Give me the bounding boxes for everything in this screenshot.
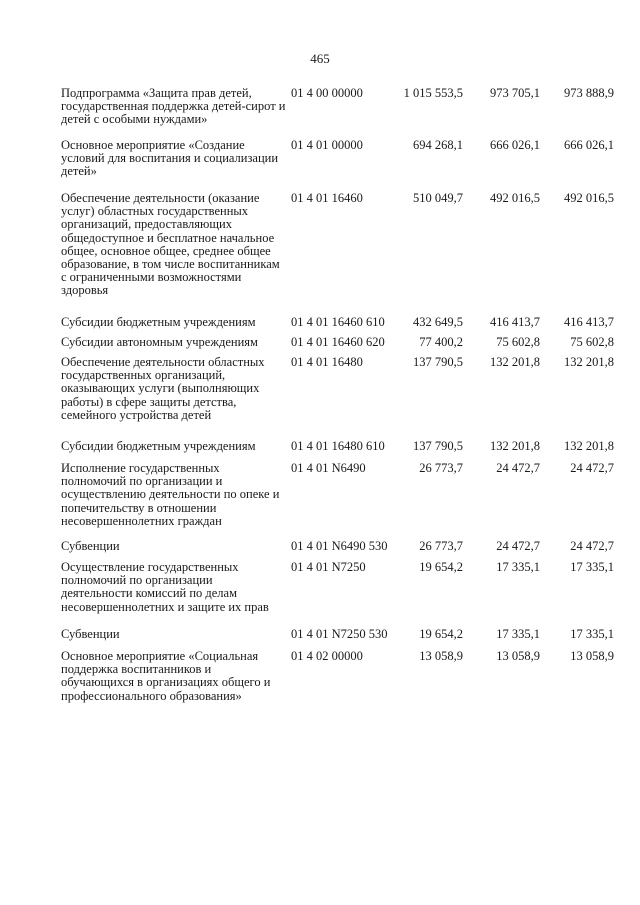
- value-year-2: 17 335,1: [496, 560, 540, 574]
- item-name: Основное мероприятие «Создание условий для воспитания и социализации детей»: [61, 138, 279, 179]
- table-row: [0, 440, 640, 462]
- item-code: 01 4 01 00000: [291, 138, 363, 152]
- item-code: 01 4 01 16480 610: [291, 439, 385, 453]
- table-row: [0, 628, 640, 650]
- value-year-3: 17 335,1: [570, 627, 614, 641]
- item-name: Субсидии бюджетным учреждениям: [61, 439, 256, 453]
- item-code: 01 4 00 00000: [291, 86, 363, 100]
- table-row: [0, 462, 640, 540]
- item-name: Обеспечение деятельности областных государственных организаций, оказывающих услуги (выполняющих работы) в сфере защиты детства, семейного устройства детей: [61, 355, 265, 422]
- item-name: Основное мероприятие «Социальная поддержка воспитанников и обучающихся в организациях общего и профессионального образования»: [61, 649, 271, 703]
- value-year-3: 492 016,5: [564, 191, 614, 205]
- item-code: 01 4 01 16460 620: [291, 335, 385, 349]
- item-name: Исполнение государственных полномочий по организации и осуществлению деятельности по опеке и попечительству в отношении несовершеннолетних граждан: [61, 461, 280, 528]
- budget-table: [0, 87, 640, 720]
- item-code: 01 4 02 00000: [291, 649, 363, 663]
- table-row: [0, 192, 640, 316]
- item-name: Субсидии бюджетным учреждениям: [61, 315, 256, 329]
- value-year-1: 510 049,7: [413, 191, 463, 205]
- page-number: 465: [310, 51, 330, 66]
- item-name: Подпрограмма «Защита прав детей, государственная поддержка детей-сирот и детей с особыми нуждами»: [61, 86, 286, 127]
- value-year-2: 17 335,1: [496, 627, 540, 641]
- item-code: 01 4 01 N7250 530: [291, 627, 388, 641]
- value-year-3: 416 413,7: [564, 315, 614, 329]
- value-year-3: 132 201,8: [564, 439, 614, 453]
- value-year-1: 13 058,9: [419, 649, 463, 663]
- item-name: Субвенции: [61, 627, 120, 641]
- item-name: Обеспечение деятельности (оказание услуг) областных государственных организаций, предоставляющих общедоступное и бесплатное начальное общее, основное общее, среднее общее образование, в том числе воспитанникам с ограниченными возможностями здоровья: [61, 191, 280, 298]
- value-year-2: 13 058,9: [496, 649, 540, 663]
- value-year-1: 26 773,7: [419, 539, 463, 553]
- value-year-1: 19 654,2: [419, 627, 463, 641]
- item-code: 01 4 01 N7250: [291, 560, 366, 574]
- table-row: [0, 356, 640, 440]
- table-row: [0, 561, 640, 628]
- item-code: 01 4 01 N6490 530: [291, 539, 388, 553]
- value-year-1: 1 015 553,5: [403, 86, 463, 100]
- table-row: [0, 540, 640, 561]
- value-year-2: 973 705,1: [490, 86, 540, 100]
- value-year-3: 24 472,7: [570, 461, 614, 475]
- table-row: [0, 87, 640, 139]
- value-year-3: 132 201,8: [564, 355, 614, 369]
- value-year-3: 13 058,9: [570, 649, 614, 663]
- item-name: Субсидии автономным учреждениям: [61, 335, 258, 349]
- value-year-2: 666 026,1: [490, 138, 540, 152]
- item-code: 01 4 01 16480: [291, 355, 363, 369]
- value-year-1: 694 268,1: [413, 138, 463, 152]
- item-code: 01 4 01 16460 610: [291, 315, 385, 329]
- value-year-1: 137 790,5: [413, 439, 463, 453]
- value-year-3: 17 335,1: [570, 560, 614, 574]
- item-name: Осуществление государственных полномочий по организации деятельности комиссий по делам несовершеннолетних и защите их прав: [61, 560, 269, 614]
- value-year-3: 75 602,8: [570, 335, 614, 349]
- value-year-1: 432 649,5: [413, 315, 463, 329]
- value-year-3: 24 472,7: [570, 539, 614, 553]
- table-row: [0, 316, 640, 336]
- item-code: 01 4 01 16460: [291, 191, 363, 205]
- item-name: Субвенции: [61, 539, 120, 553]
- value-year-2: 492 016,5: [490, 191, 540, 205]
- item-code: 01 4 01 N6490: [291, 461, 366, 475]
- value-year-2: 24 472,7: [496, 461, 540, 475]
- value-year-1: 77 400,2: [419, 335, 463, 349]
- table-row: [0, 336, 640, 356]
- value-year-2: 24 472,7: [496, 539, 540, 553]
- value-year-1: 26 773,7: [419, 461, 463, 475]
- value-year-1: 137 790,5: [413, 355, 463, 369]
- value-year-2: 416 413,7: [490, 315, 540, 329]
- value-year-1: 19 654,2: [419, 560, 463, 574]
- value-year-3: 666 026,1: [564, 138, 614, 152]
- value-year-2: 132 201,8: [490, 355, 540, 369]
- table-row: [0, 139, 640, 192]
- table-row: [0, 650, 640, 720]
- value-year-2: 75 602,8: [496, 335, 540, 349]
- value-year-2: 132 201,8: [490, 439, 540, 453]
- value-year-3: 973 888,9: [564, 86, 614, 100]
